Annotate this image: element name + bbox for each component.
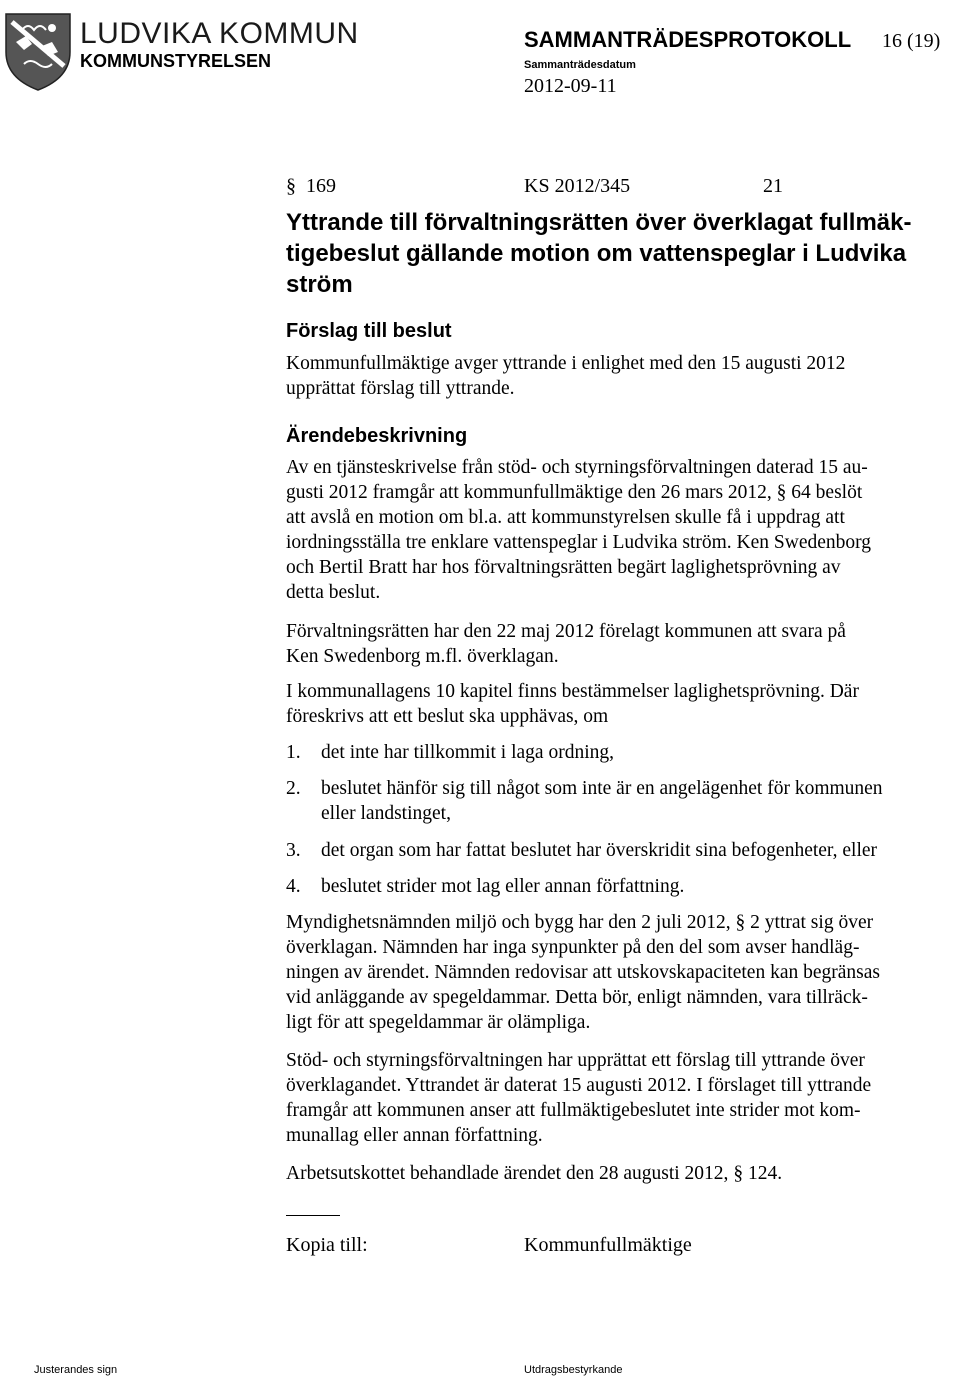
text-line [286, 480, 958, 505]
description-paragraph-3 [286, 679, 958, 729]
text-line: upprättat förslag till yttrande. [286, 378, 515, 399]
title-line: tigebeslut gällande motion om vattenspeglar i Ludvika [286, 240, 907, 267]
description-paragraph-2 [286, 619, 958, 669]
text-segment: gusti 2012 framgår att kommunfullmäktige den 26 mars 2012, [286, 482, 772, 503]
text-segment: 2 yttrat sig över [750, 912, 874, 933]
text-segment: 64 beslöt [791, 482, 863, 503]
text-line: och Bertil Bratt har hos förvaltningsrätten begärt laglighetsprövning av [286, 557, 841, 578]
text-line: överklagan. Nämnden har inga synpunkter på den del som avser handläg- [286, 937, 860, 958]
copy-label: Kopia till: [286, 1234, 368, 1256]
section-sign: § [286, 175, 296, 197]
footer-signature-label: Justerandes sign [34, 1364, 118, 1376]
text-line: detta beslut. [286, 582, 381, 603]
text-line: munallag eller annan författning. [286, 1125, 543, 1146]
text-line: vid anläggande av spegeldammar. Detta bör, enligt nämnden, vara tillräck- [286, 987, 868, 1008]
document-title [286, 207, 956, 300]
text-line: Av en tjänsteskrivelse från stöd- och styrningsförvaltningen daterad 15 au- [286, 457, 868, 478]
text-line: beslutet hänför sig till något som inte är en angelägenhet för kommunen [321, 778, 883, 799]
paragraph-number: 169 [306, 175, 336, 197]
text-line: att avslå en motion om bl.a. att kommunstyrelsen skulle få i uppdrag att [286, 507, 845, 528]
meeting-date-label: Sammanträdesdatum [524, 59, 636, 71]
organization-department: KOMMUNSTYRELSEN [80, 51, 272, 71]
description-paragraph-1 [286, 455, 958, 605]
description-paragraph-4 [286, 910, 958, 1035]
text-line: Förvaltningsrätten har den 22 maj 2012 förelagt kommunen att svara på [286, 621, 846, 642]
text-line: framgår att kommunen anser att fullmäktigebeslutet inte strider mot kom- [286, 1100, 861, 1121]
section-sign: § [735, 912, 746, 933]
divider [286, 1215, 340, 1216]
meeting-date: 2012-09-11 [524, 75, 617, 97]
text-line: Ken Swedenborg m.fl. överklagan. [286, 646, 559, 667]
text-line: ligt för att spegeldammar är olämpliga. [286, 1012, 591, 1033]
description-paragraph-5 [286, 1048, 958, 1148]
act-number: 21 [763, 175, 783, 197]
title-line: Yttrande till förvaltningsrätten över överklagat fullmäk- [286, 209, 912, 236]
text-segment: Arbetsutskottet behandlade ärendet den 28 augusti 2012, [286, 1163, 729, 1184]
text-line: beslutet strider mot lag eller annan författning. [321, 876, 685, 897]
text-line: Stöd- och styrningsförvaltningen har upprättat ett förslag till yttrande över [286, 1050, 865, 1071]
proposal-text [286, 351, 958, 401]
list-item [321, 776, 958, 826]
case-number: KS 2012/345 [524, 175, 631, 197]
description-heading: Ärendebeskrivning [286, 425, 468, 447]
proposal-heading: Förslag till beslut [286, 320, 452, 342]
description-paragraph-6 [286, 1161, 958, 1186]
organization-name: LUDVIKA KOMMUN [80, 17, 359, 50]
municipal-crest-logo [2, 8, 74, 92]
text-line: det organ som har fattat beslutet har överskridit sina befogenheter, eller [321, 840, 878, 861]
text-line: Kommunfullmäktige avger yttrande i enlighet med den 15 augusti 2012 [286, 353, 846, 374]
text-line: iordningsställa tre enklare vattenspeglar i Ludvika ström. Ken Swedenborg [286, 532, 872, 553]
section-sign: § [733, 1163, 744, 1184]
text-line [286, 910, 958, 935]
text-line: ningen av ärendet. Nämnden redovisar att utskovskapaciteten kan begränsas [286, 962, 880, 983]
list-item-number: 1. [286, 742, 301, 763]
list-item-number: 2. [286, 778, 301, 799]
copy-recipient: Kommunfullmäktige [524, 1234, 692, 1256]
list-item-number: 3. [286, 840, 301, 861]
page-number: 16 (19) [882, 30, 941, 52]
footer-certification-label: Utdragsbestyrkande [524, 1364, 623, 1376]
text-line: I kommunallagens 10 kapitel finns bestämmelser laglighetsprövning. Där [286, 681, 859, 702]
text-segment: Myndighetsnämnden miljö och bygg har den 2 juli 2012, [286, 912, 731, 933]
document-type: SAMMANTRÄDESPROTOKOLL [524, 27, 852, 52]
text-line: överklagandet. Yttrandet är daterat 15 augusti 2012. I förslaget till yttrande [286, 1075, 872, 1096]
text-line [286, 1161, 958, 1186]
list-item-number: 4. [286, 876, 301, 897]
text-line: eller landstinget, [321, 803, 451, 824]
title-line: ström [286, 271, 353, 298]
text-line: föreskrivs att ett beslut ska upphävas, om [286, 706, 609, 727]
text-line: det inte har tillkommit i laga ordning, [321, 742, 614, 763]
list-item [321, 740, 958, 765]
section-sign: § [776, 482, 787, 503]
list-item [321, 874, 958, 899]
list-item [321, 838, 958, 863]
text-segment: 124. [747, 1163, 783, 1184]
